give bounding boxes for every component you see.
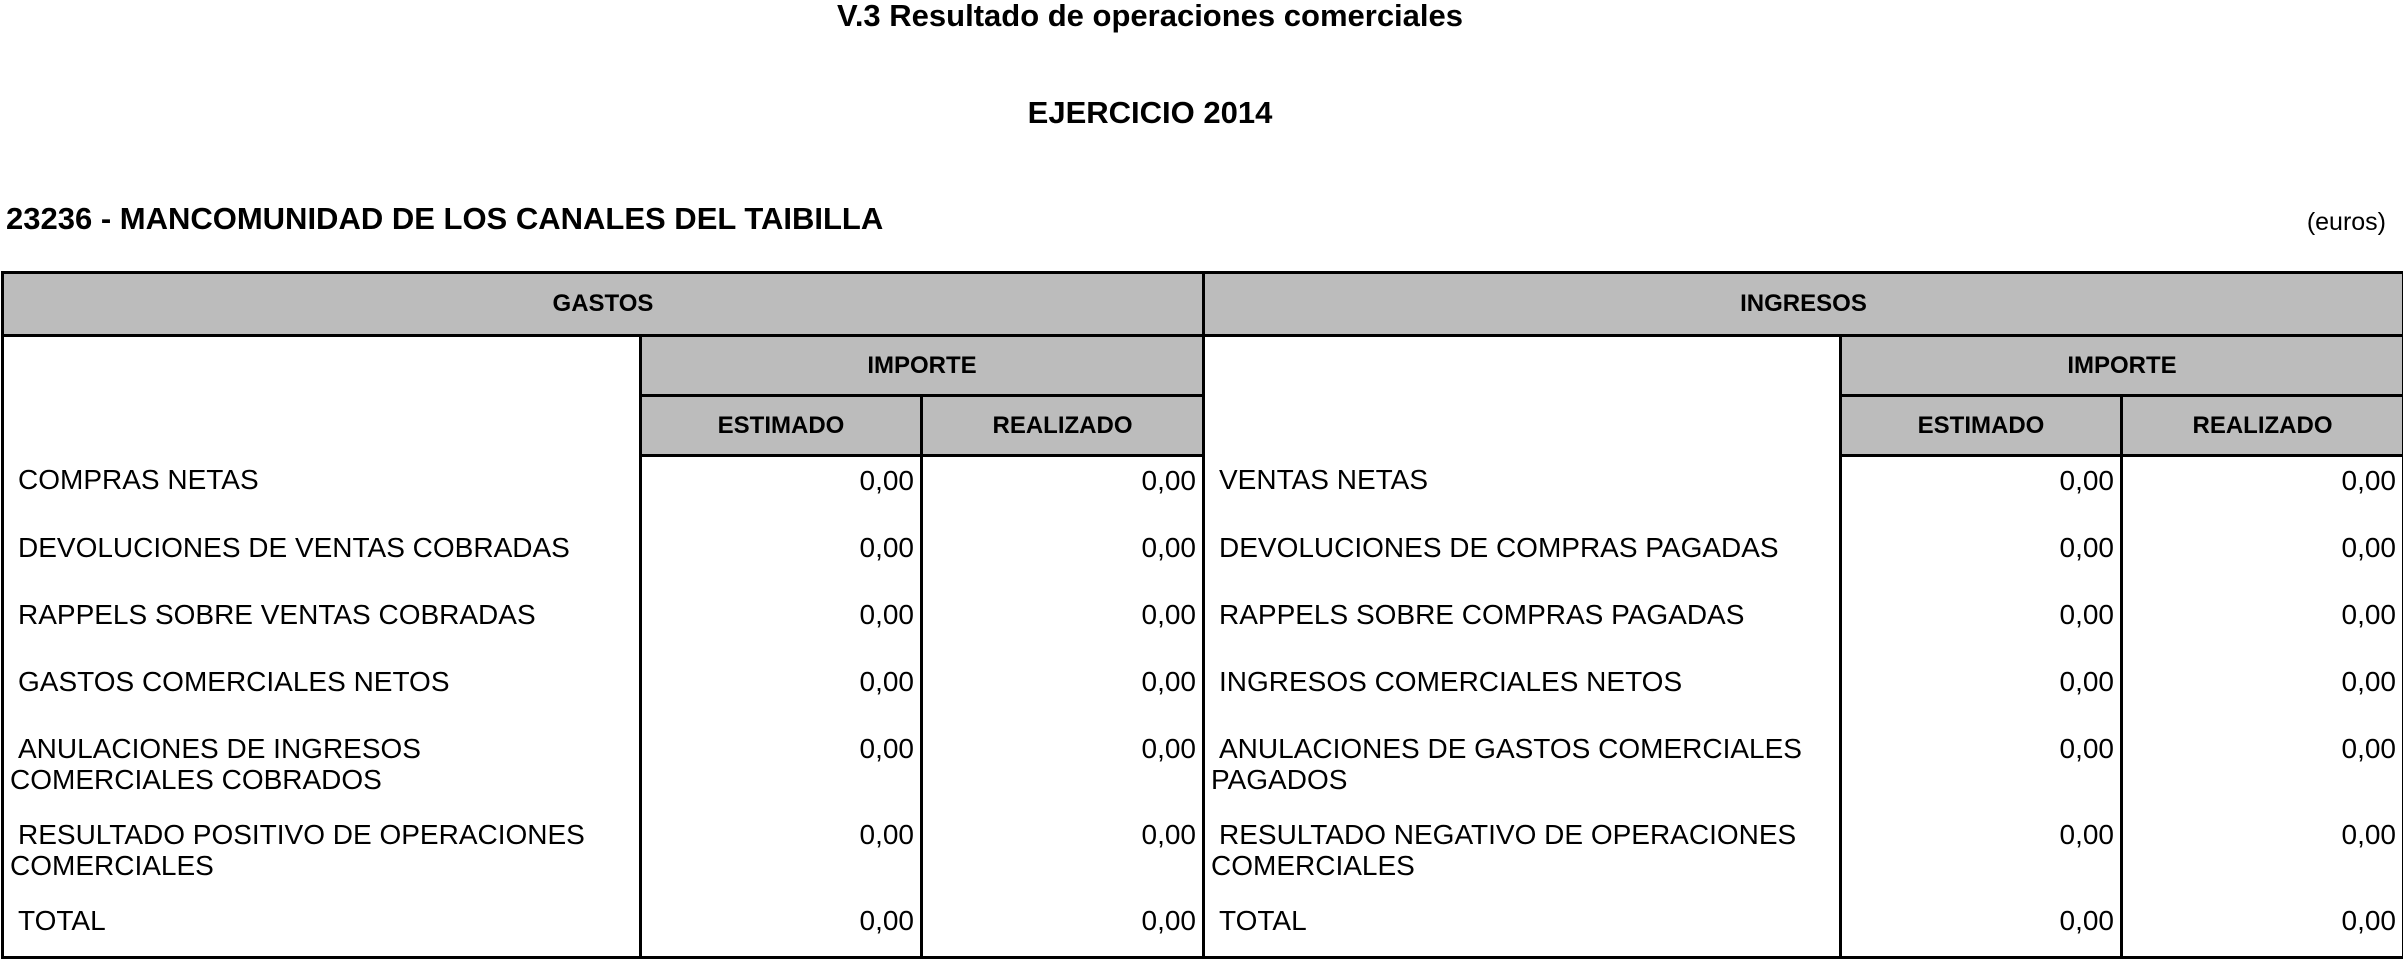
gasto-realizado: 0,00: [922, 811, 1204, 897]
ingreso-total-realizado: 0,00: [2122, 897, 2403, 958]
gasto-realizado: 0,00: [922, 658, 1204, 725]
gastos-realizado-header: REALIZADO: [922, 396, 1204, 456]
entity-name: 23236 - MANCOMUNIDAD DE LOS CANALES DEL TAIBILLA: [6, 202, 883, 236]
table-row: [3, 811, 2403, 897]
ingreso-label: [1204, 456, 1841, 525]
gasto-estimado: 0,00: [641, 456, 922, 525]
gasto-label: [3, 811, 641, 897]
gasto-realizado: 0,00: [922, 456, 1204, 525]
ingreso-estimado: 0,00: [1841, 811, 2122, 897]
ingreso-label-line2: PAGADOS: [1211, 764, 1839, 795]
gasto-total-realizado: 0,00: [922, 897, 1204, 958]
units-label: (euros): [2307, 208, 2386, 236]
ingreso-total-estimado: 0,00: [1841, 897, 2122, 958]
gasto-label-line1: RESULTADO POSITIVO DE OPERACIONES: [18, 819, 639, 850]
table-row: [3, 524, 2403, 591]
report-title: V.3 Resultado de operaciones comerciales: [0, 0, 2300, 31]
ingreso-estimado: 0,00: [1841, 591, 2122, 658]
total-row: [3, 897, 2403, 958]
gasto-total-text: TOTAL: [18, 905, 639, 936]
gasto-label-line1: DEVOLUCIONES DE VENTAS COBRADAS: [18, 532, 639, 563]
ingreso-label-line1: RESULTADO NEGATIVO DE OPERACIONES: [1219, 819, 1839, 850]
ingreso-label: [1204, 591, 1841, 658]
gasto-label: [3, 725, 641, 811]
gasto-realizado: 0,00: [922, 591, 1204, 658]
ingreso-realizado: 0,00: [2122, 811, 2403, 897]
gasto-estimado: 0,00: [641, 658, 922, 725]
ingreso-label-line1: ANULACIONES DE GASTOS COMERCIALES: [1219, 733, 1839, 764]
ingreso-realizado: 0,00: [2122, 658, 2403, 725]
ingreso-label: [1204, 524, 1841, 591]
ingresos-realizado-header: REALIZADO: [2122, 396, 2403, 456]
table-row: [3, 658, 2403, 725]
gasto-label: [3, 456, 641, 525]
ingreso-realizado: 0,00: [2122, 725, 2403, 811]
ingresos-estimado-header: ESTIMADO: [1841, 396, 2122, 456]
gasto-total-label: [3, 897, 641, 958]
ingresos-header-blank: [1204, 336, 1841, 456]
gasto-realizado: 0,00: [922, 524, 1204, 591]
ingreso-total-label: [1204, 897, 1841, 958]
ingreso-estimado: 0,00: [1841, 725, 2122, 811]
gasto-label-line1: RAPPELS SOBRE VENTAS COBRADAS: [18, 599, 639, 630]
ingreso-realizado: 0,00: [2122, 456, 2403, 525]
table-row: [3, 456, 2403, 525]
table-row: [3, 725, 2403, 811]
ingreso-label-line2: COMERCIALES: [1211, 850, 1839, 881]
gasto-label-line1: ANULACIONES DE INGRESOS: [18, 733, 639, 764]
gasto-label: [3, 591, 641, 658]
ingreso-estimado: 0,00: [1841, 456, 2122, 525]
ingresos-importe-header: IMPORTE: [1841, 336, 2403, 396]
ingresos-header: INGRESOS: [1204, 273, 2403, 336]
operations-table: [1, 271, 2403, 959]
gasto-estimado: 0,00: [641, 524, 922, 591]
gastos-header: GASTOS: [3, 273, 1204, 336]
report-subtitle: EJERCICIO 2014: [0, 96, 2300, 130]
ingreso-label-line1: DEVOLUCIONES DE COMPRAS PAGADAS: [1219, 532, 1839, 563]
table-row: [3, 591, 2403, 658]
gasto-label-line2: COMERCIALES COBRADOS: [10, 764, 639, 795]
ingreso-label-line1: RAPPELS SOBRE COMPRAS PAGADAS: [1219, 599, 1839, 630]
gastos-header-blank: [3, 336, 641, 456]
ingreso-realizado: 0,00: [2122, 524, 2403, 591]
gasto-label-line1: COMPRAS NETAS: [18, 464, 639, 495]
ingreso-estimado: 0,00: [1841, 658, 2122, 725]
gasto-label-line2: COMERCIALES: [10, 850, 639, 881]
gastos-importe-header: IMPORTE: [641, 336, 1204, 396]
gasto-estimado: 0,00: [641, 591, 922, 658]
ingreso-label: [1204, 725, 1841, 811]
ingreso-estimado: 0,00: [1841, 524, 2122, 591]
ingreso-label: [1204, 658, 1841, 725]
gasto-label-line1: GASTOS COMERCIALES NETOS: [18, 666, 639, 697]
ingreso-total-text: TOTAL: [1219, 905, 1839, 936]
gasto-total-estimado: 0,00: [641, 897, 922, 958]
gasto-realizado: 0,00: [922, 725, 1204, 811]
ingreso-realizado: 0,00: [2122, 591, 2403, 658]
ingreso-label: [1204, 811, 1841, 897]
ingreso-label-line1: INGRESOS COMERCIALES NETOS: [1219, 666, 1839, 697]
gastos-estimado-header: ESTIMADO: [641, 396, 922, 456]
gasto-estimado: 0,00: [641, 725, 922, 811]
ingreso-label-line1: VENTAS NETAS: [1219, 464, 1839, 495]
gasto-estimado: 0,00: [641, 811, 922, 897]
gasto-label: [3, 524, 641, 591]
gasto-label: [3, 658, 641, 725]
